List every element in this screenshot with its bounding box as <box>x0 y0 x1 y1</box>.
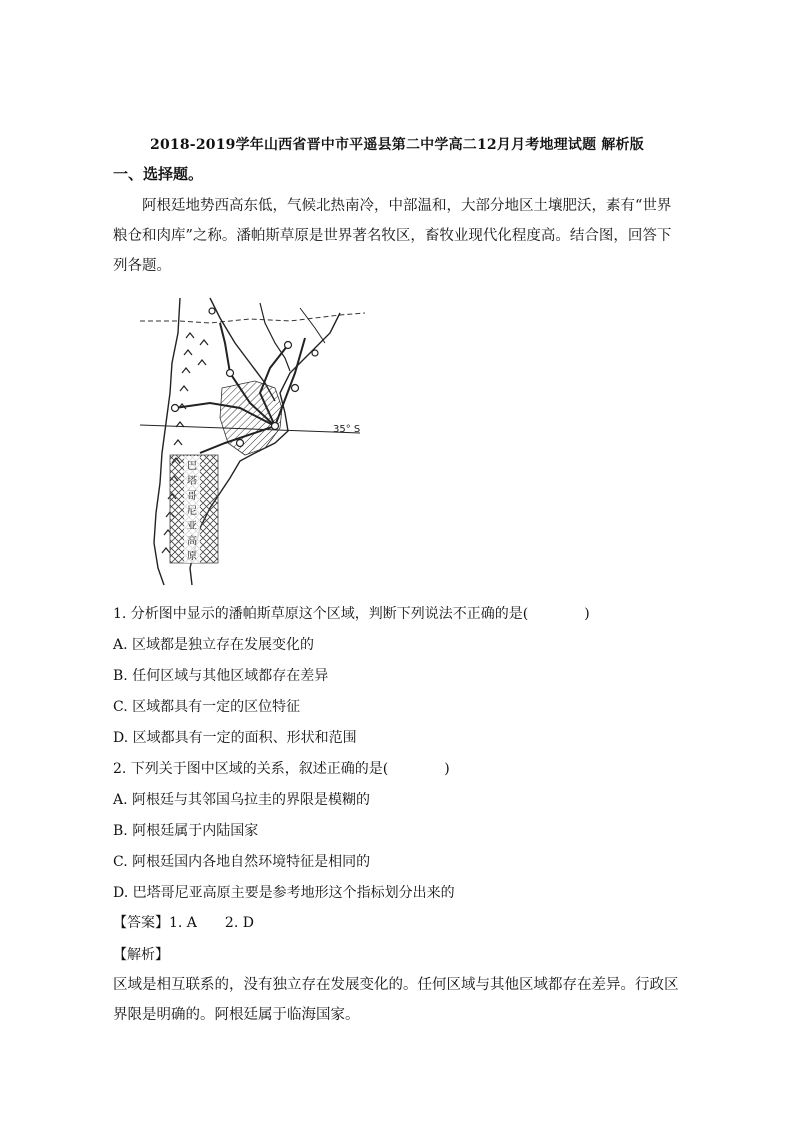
answer-label: 【答案】 <box>113 915 169 931</box>
question-2-stem: 2. 下列关于图中区域的关系，叙述正确的是( ) <box>113 761 450 777</box>
region-char: 巴 <box>187 461 197 472</box>
answer-line <box>113 912 254 932</box>
question-2-option-c: C. 阿根廷国内各地自然环境特征是相同的 <box>113 854 371 870</box>
question-2-option-a: A. 阿根廷与其邻国乌拉圭的界限是模糊的 <box>113 792 371 808</box>
northern-border <box>140 313 365 323</box>
analysis-label: 【解析】 <box>113 947 169 963</box>
region-char: 哥 <box>187 491 197 502</box>
intro-paragraph: 阿根廷地势西高东低，气候北热南冷，中部温和，大部分地区土壤肥沃，素有“世界粮仓和肉库”之称。潘帕斯草原是世界著名牧区，畜牧业现代化程度高。结合图，回答下列各题。 <box>113 198 672 274</box>
region-char: 高 <box>187 536 197 547</box>
latitude-label: 35° S <box>333 424 361 435</box>
patagonia-label <box>184 456 200 563</box>
question-2-option-b: B. 阿根廷属于内陆国家 <box>113 823 259 839</box>
region-char: 原 <box>187 551 197 562</box>
analysis-text: 区域是相互联系的，没有独立存在发展变化的。任何区域与其他区域都存在差异。行政区界限是明确的。阿根廷属于临海国家。 <box>113 977 679 1023</box>
question-1-option-b: B. 任何区域与其他区域都存在差异 <box>113 668 329 684</box>
question-1-option-d: D. 区域都具有一定的面积、形状和范围 <box>113 730 357 746</box>
river <box>300 308 325 343</box>
section-heading: 一、选择题。 <box>113 165 204 183</box>
region-char: 尼 <box>187 506 197 517</box>
region-char: 塔 <box>187 476 197 487</box>
region-char: 亚 <box>187 521 197 532</box>
question-2-option-d: D. 巴塔哥尼亚高原主要是参考地形这个指标划分出来的 <box>113 885 455 901</box>
question-1-option-c: C. 区域都具有一定的区位特征 <box>113 699 301 715</box>
argentina-map <box>140 293 365 588</box>
document-title: 2018-2019学年山西省晋中市平遥县第二中学高二12月月考地理试题 解析版 <box>150 137 644 153</box>
question-1-stem: 1. 分析图中显示的潘帕斯草原这个区域，判断下列说法不正确的是( ) <box>113 606 590 622</box>
question-1-option-a: A. 区域都是独立存在发展变化的 <box>113 637 315 653</box>
answer-text: 1. A 2. D <box>169 915 254 931</box>
